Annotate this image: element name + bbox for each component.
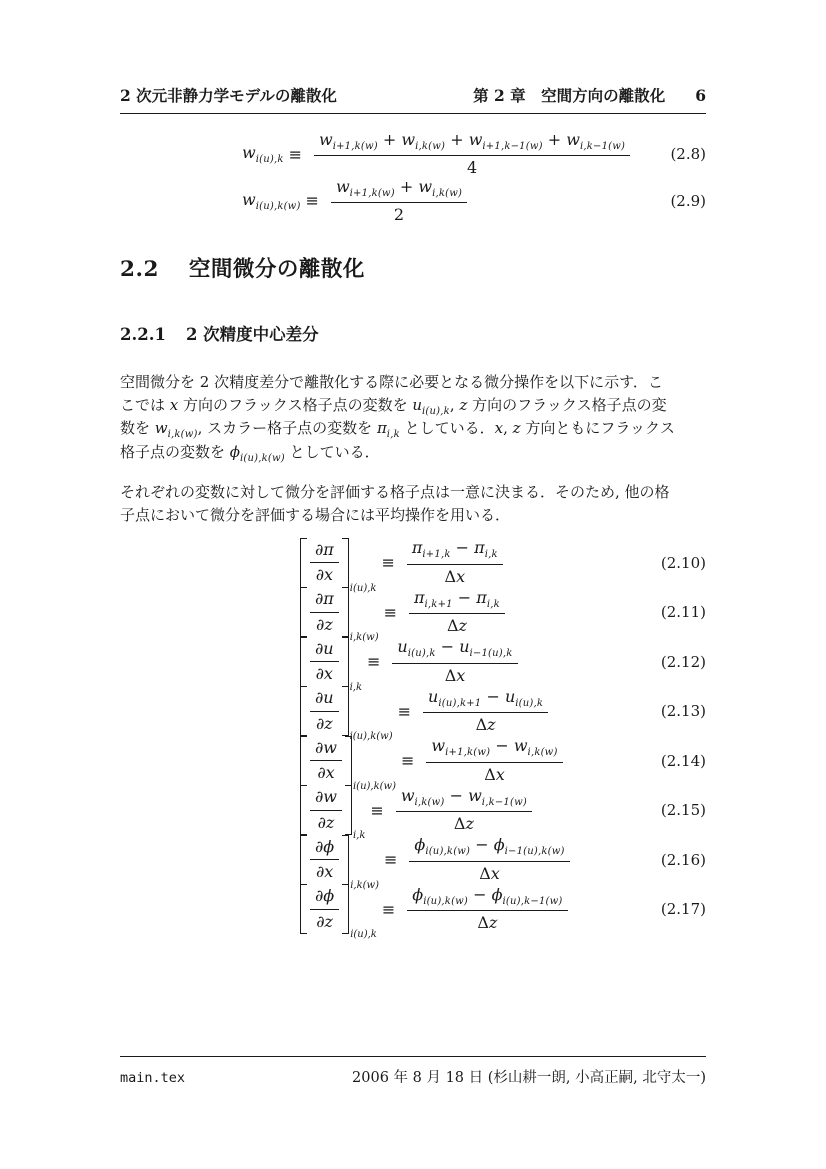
math-variable: x [495,764,505,784]
bracket-subscript: i,k [352,830,366,842]
math-variable: w [401,130,416,149]
fraction [310,590,339,634]
fraction-denominator [311,613,338,634]
bracket-subscript: i(u),k [349,582,377,594]
bracketed-derivative [300,835,379,891]
math-subscript: i,k(w) [414,797,445,809]
paragraph-line: こでは x 方向のフラックス格子点の変数を $u_{i(u),k}$, z 方向のフラックス格子点の変 [120,396,667,418]
section-title: 空間微分の離散化 [188,257,365,282]
fraction [409,589,505,636]
page-footer [120,1056,706,1087]
footer-date-authors: 2006 年 8 月 18 日 (杉山耕一朗, 小高正嗣, 北守太一) [352,1070,706,1086]
bracket-subscript: i(u),k(w) [352,780,397,792]
math-variable: ∂ϕ [315,836,335,856]
math-variable: ∂u [315,688,334,708]
fraction [310,541,339,585]
math-variable: u [459,637,470,657]
fraction [314,131,630,178]
paragraph-line: 子点において微分を評価する場合には平均操作を用いる． [120,506,511,525]
right-bracket [342,637,349,687]
fraction-denominator: Δz [446,616,467,636]
math-subscript: i(u),k(w) [423,896,469,908]
fraction-denominator [312,761,339,782]
bracket-subscript: i,k [349,681,363,693]
fraction [310,739,342,783]
equivalence-sign: ≡ [401,751,415,771]
bracket-group [300,587,349,637]
equation-row [120,587,706,644]
fraction-denominator: Δz [477,913,498,933]
math-subscript: i−1(u),k [469,648,513,660]
fraction-numerator: $\pi_{i,k+1} - \pi_{i,k}$ [409,589,505,614]
math-variable: w [335,176,350,196]
equation-number: (2.15) [660,801,706,820]
left-bracket [300,637,307,687]
fraction-numerator: $w_{i+1,k(w)} + w_{i,k(w)}$ [331,178,467,203]
fraction-numerator: $w_{i,k(w)} - w_{i,k-1(w)}$ [396,787,532,812]
math-variable: ∂π [315,539,334,559]
fraction-denominator: 2 [393,204,405,224]
math-subscript: i+1,k−1(w) [482,141,543,153]
running-head-title: 2 次元非静力学モデルの離散化 [120,86,337,105]
footer-filename: main.tex [120,1070,186,1086]
math-variable: ∂x [315,862,334,882]
fraction-numerator: $\pi_{i+1,k} - \pi_{i,k}$ [407,539,503,564]
fraction-denominator: Δz [475,715,496,735]
equation-block-averaging [120,131,706,224]
fraction-numerator [310,788,342,810]
fraction-numerator: $\phi_{i(u),k(w)} - \phi_{i-1(u),k(w)}$ [409,836,569,861]
left-bracket [300,587,307,637]
left-bracket [300,785,307,835]
bracket-subscript: i(u),k(w) [349,731,393,743]
math-variable: ϕ [229,442,241,461]
equation-number: (2.9) [670,191,706,210]
bracket-group [300,686,349,736]
fraction [310,788,342,832]
equivalence-sign: ≡ [288,144,302,164]
equivalence-sign: ≡ [370,800,384,820]
bracketed-derivative [300,686,393,743]
fraction-denominator: 4 [466,158,478,178]
bracket-subscript: i,k(w) [349,632,379,644]
right-bracket [342,884,349,934]
math-subscript: i(u),k [407,648,436,660]
bracketed-derivative [300,637,363,693]
fraction [310,838,339,882]
fraction-numerator [310,689,339,711]
bracketed-derivative [300,736,397,792]
equation-number: (2.14) [660,751,706,770]
math-subscript: i+1,k [422,549,451,561]
right-bracket [342,686,349,736]
math-variable: w [566,130,580,149]
equation-lhs [242,143,284,165]
fraction-denominator [311,910,338,931]
math-variable: ϕ [412,884,424,904]
math-variable: ∂π [315,589,334,609]
equation-number: (2.12) [660,652,706,671]
fraction [310,689,339,733]
subsection-number: 2.2.1 [120,325,166,344]
math-subscript: i+1,k(w) [332,141,378,153]
equation-row [120,178,706,225]
math-variable: ∂u [315,638,334,658]
equation-lhs [242,190,301,212]
left-bracket [300,736,307,786]
math-variable: w [242,189,256,209]
equivalence-sign: ≡ [367,652,381,672]
math-variable: x [490,863,500,883]
left-bracket [300,835,307,885]
paragraph-line: それぞれの変数に対して微分を評価する格子点は一意に決まる．そのため, 他の格 [120,483,670,501]
equation-number: (2.13) [660,702,706,721]
fraction-numerator [310,541,339,563]
fraction [409,836,569,883]
math-variable: ϕ [414,835,426,855]
bracket-subscript: i(u),k [350,929,377,941]
left-bracket [300,686,307,736]
math-variable: ∂z [316,911,333,931]
equation-number: (2.10) [660,553,706,572]
fraction-denominator [311,563,338,584]
equation-number: (2.17) [660,900,706,919]
equation-row [120,835,706,891]
fraction [426,737,562,784]
math-variable: u [428,686,439,706]
math-variable: u [397,637,408,657]
math-variable: π [411,538,423,558]
fraction-numerator [310,590,339,612]
paragraph-line: 空間微分を 2 次精度差分で離散化する際に必要となる微分操作を以下に示す．こ [120,373,663,391]
math-variable: w [319,130,333,149]
equation-row [120,686,706,743]
fraction [396,787,532,834]
math-variable: u [412,396,423,415]
math-variable: w [418,176,433,196]
fraction-numerator: $u_{i(u),k} - u_{i-1(u),k}$ [392,638,517,663]
math-variable: u [504,686,516,706]
paragraph-grid-variables [120,371,710,464]
math-subscript: i,k [484,549,498,561]
fraction-denominator: Δx [484,764,505,784]
subsection-heading [120,321,319,345]
fraction-numerator [310,640,339,662]
math-subscript: i(u),k [255,154,284,166]
math-variable: z [488,913,498,933]
math-variable: z [465,814,474,834]
equation-row [120,637,706,693]
running-head-chapter: 第 2 章 空間方向の離散化 [473,86,666,105]
equation-row [120,785,706,842]
bracket-subscript: i,k(w) [350,879,379,891]
math-variable: x [456,665,466,685]
right-bracket [342,587,349,637]
equivalence-sign: ≡ [381,553,395,573]
equation-row [120,538,706,594]
math-subscript: i,k [486,599,500,611]
equation-number: (2.11) [660,603,706,622]
math-variable: ∂z [316,614,333,634]
bracket-group [300,736,352,786]
bracketed-derivative [300,884,377,941]
math-subscript: i,k(w) [432,187,463,199]
math-variable: ∂x [315,664,333,684]
bracket-group [300,835,349,885]
equivalence-sign: ≡ [383,602,398,622]
fraction-numerator [310,838,339,860]
math-variable: π [474,538,485,558]
math-subscript: i(u),k [515,698,544,710]
equation-row [120,131,706,178]
right-bracket [345,736,352,786]
equivalence-sign: ≡ [397,701,412,721]
fraction-denominator [311,860,338,881]
fraction-denominator [311,662,338,683]
bracket-group [300,637,349,687]
math-subscript: i+1,k(w) [445,747,491,759]
bracket-group [300,884,349,934]
math-subscript: i,k [386,429,400,441]
fraction-denominator: Δz [453,814,474,834]
right-bracket [342,835,349,885]
math-variable: ∂x [317,763,335,783]
fraction [407,539,503,586]
fraction-denominator: Δx [444,566,466,586]
fraction-denominator: Δx [444,665,466,685]
fraction-denominator [311,712,338,733]
math-subscript: i+1,k(w) [349,187,395,199]
math-variable: z [458,616,467,636]
subsection-title: 2 次精度中心差分 [185,325,319,344]
math-variable: ∂x [315,565,334,585]
paragraph-line: 格子点の変数を $\phi_{i(u),k(w)}$ としている． [120,442,380,464]
left-bracket [300,884,307,934]
running-head [120,84,706,114]
fraction-numerator: $\phi_{i(u),k(w)} - \phi_{i(u),k-1(w)}$ [407,886,567,911]
math-subscript: i,k−1(w) [481,797,527,809]
fraction-numerator: $w_{i+1,k(w)} - w_{i,k(w)}$ [426,737,562,762]
math-subscript: i−1(u),k(w) [504,846,565,858]
fraction-numerator [310,887,339,909]
fraction-denominator: Δx [479,863,500,883]
math-variable: w [242,143,256,163]
math-variable: w [400,785,415,805]
math-subscript: i(u),k−1(w) [502,896,563,908]
math-subscript: i,k(w) [415,141,446,153]
math-subscript: i,k+1 [424,599,453,611]
section-number: 2.2 [120,257,159,282]
math-variable: x [494,419,504,438]
bracket-group [300,538,349,588]
math-variable: w [154,419,168,438]
math-variable: z [459,396,468,415]
equation-number: (2.8) [670,145,706,164]
equation-row [120,884,706,941]
math-variable: w [513,736,528,756]
math-subscript: i,k−1(w) [579,141,626,153]
equation-row [120,736,706,792]
running-head-right [473,84,706,106]
fraction [392,638,517,685]
fraction-numerator: $w_{i+1,k(w)} + w_{i,k(w)} + w_{i+1,k-1(w)} + w_{i,k-1(w)}$ [314,131,630,156]
fraction [423,688,548,735]
fraction [310,887,339,931]
math-subscript: i(u),k(w) [240,452,285,464]
right-bracket [345,785,352,835]
math-subscript: i(u),k+1 [438,698,482,710]
paragraph-line: 数を $w_{i,k(w)}$, スカラー格子点の変数を $\pi_{i,k}$ としている．x, z 方向ともにフラックス [120,419,675,441]
fraction-denominator [313,811,340,832]
left-bracket [300,538,307,588]
math-variable: π [414,587,425,607]
paragraph-averaging-note [120,481,710,527]
section-heading [120,252,365,283]
equation-number: (2.16) [660,850,706,869]
bracketed-derivative [300,785,366,842]
math-variable: π [476,587,487,607]
math-variable: ∂z [315,713,333,733]
fraction-numerator: $u_{i(u),k+1} - u_{i(u),k}$ [423,688,548,713]
fraction [310,640,339,684]
math-subscript: i(u),k(w) [255,200,301,212]
math-variable: w [431,736,446,756]
math-variable: ϕ [493,835,505,855]
math-subscript: i,k(w) [527,747,558,759]
math-subscript: i(u),k(w) [425,846,471,858]
math-variable: z [512,419,521,438]
math-variable: z [487,715,496,735]
math-variable: w [468,785,482,805]
math-variable: ∂z [317,812,335,832]
math-variable: x [169,396,179,415]
bracket-group [300,785,352,835]
math-variable: w [468,130,483,149]
math-variable: ∂w [315,787,337,807]
math-variable: ϕ [491,884,503,904]
math-variable: π [376,419,387,438]
math-subscript: i,k(w) [167,429,198,441]
equivalence-sign: ≡ [384,850,398,870]
right-bracket [342,538,349,588]
fraction [407,886,567,933]
fraction-numerator [310,739,342,761]
fraction [331,178,467,225]
math-subscript: i(u),k [422,406,450,418]
math-variable: ∂ϕ [315,886,335,906]
bracketed-derivative [300,587,379,644]
page-number: 6 [695,86,706,105]
math-variable: x [456,566,466,586]
equation-block-derivatives [120,538,706,941]
equivalence-sign: ≡ [305,191,319,211]
math-variable: ∂w [315,737,337,757]
equivalence-sign: ≡ [381,899,396,919]
bracketed-derivative [300,538,377,594]
